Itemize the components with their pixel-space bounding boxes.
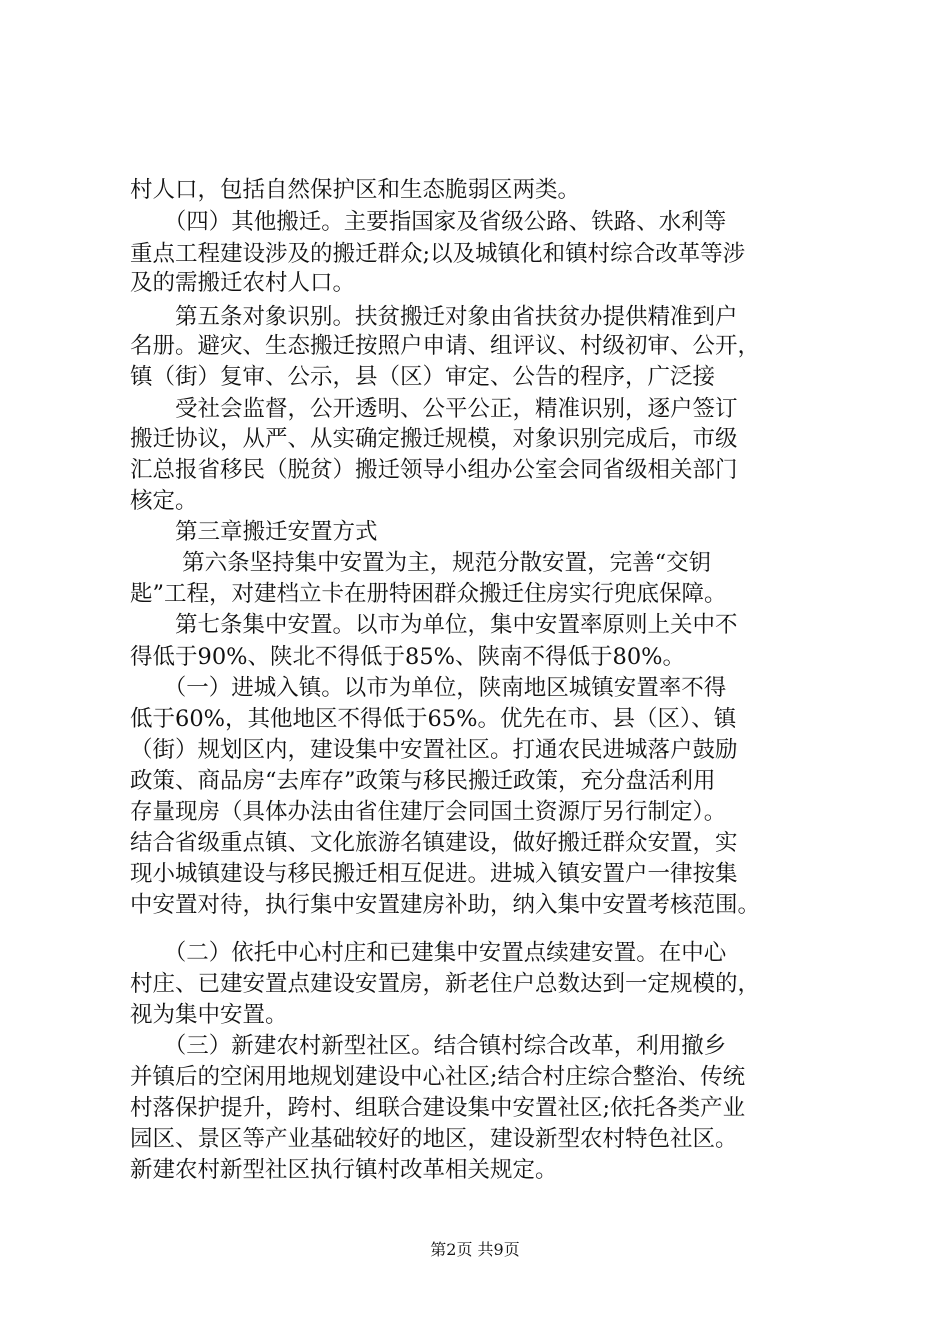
text-line: 园区、景区等产业基础较好的地区，建设新型农村特色社区。 xyxy=(130,1126,738,1152)
text-line: （三）新建农村新型社区。结合镇村综合改革，利用撤乡 xyxy=(130,1033,727,1059)
text-line: 第七条集中安置。以市为单位，集中安置率原则上关中不 xyxy=(130,612,738,638)
text-line: 新建农村新型社区执行镇村改革相关规定。 xyxy=(130,1157,558,1183)
text-line: 存量现房（具体办法由省住建厅会同国土资源厅另行制定）。 xyxy=(130,799,727,825)
text-line: 政策、商品房“去库存”政策与移民搬迁政策，充分盘活利用 xyxy=(130,768,716,794)
text-line: 名册。避灾、生态搬迁按照户申请、组评议、村级初审、公开， xyxy=(130,333,761,359)
text-line: （二）依托中心村庄和已建集中安置点续建安置。在中心 xyxy=(130,940,727,966)
text-line: 视为集中安置。 xyxy=(130,1002,288,1028)
page-number-footer: 第2页 共9页 xyxy=(430,1240,520,1259)
text-line: 汇总报省移民（脱贫）搬迁领导小组办公室会同省级相关部门 xyxy=(130,457,738,483)
text-line: （街）规划区内，建设集中安置社区。打通农民进城落户鼓励 xyxy=(130,737,738,763)
text-line: 第五条对象识别。扶贫搬迁对象由省扶贫办提供精准到户 xyxy=(130,304,738,330)
text-line: 得低于90%、陕北不得低于85%、陕南不得低于80%。 xyxy=(130,644,686,670)
text-line: 受社会监督，公开透明、公平公正，精准识别，逐户签订 xyxy=(130,396,738,422)
text-line: 搬迁协议，从严、从实确定搬迁规模，对象识别完成后，市级 xyxy=(130,426,738,452)
text-line: 村人口，包括自然保护区和生态脆弱区两类。 xyxy=(130,177,581,203)
chapter-heading: 第三章搬迁安置方式 xyxy=(130,519,378,545)
text-line: （一）进城入镇。以市为单位，陕南地区城镇安置率不得 xyxy=(130,675,727,701)
text-line: 村落保护提升，跨村、组联合建设集中安置社区;依托各类产业 xyxy=(130,1095,746,1121)
text-line: 重点工程建设涉及的搬迁群众;以及城镇化和镇村综合改革等涉 xyxy=(130,241,746,267)
text-line: （四）其他搬迁。主要指国家及省级公路、铁路、水利等 xyxy=(130,209,727,235)
text-line: 低于60%，其他地区不得低于65%。优先在市、县（区）、镇 xyxy=(130,706,737,732)
text-line: 镇（街）复审、公示，县（区）审定、公告的程序，广泛接 xyxy=(130,364,716,390)
text-line: 现小城镇建设与移民搬迁相互促进。进城入镇安置户一律按集 xyxy=(130,861,738,887)
text-line: 中安置对待，执行集中安置建房补助，纳入集中安置考核范围。 xyxy=(130,892,761,918)
text-line: 村庄、已建安置点建设安置房，新老住户总数达到一定规模的， xyxy=(130,971,761,997)
text-line: 核定。 xyxy=(130,488,198,514)
text-line: 匙”工程，对建档立卡在册特困群众搬迁住房实行兜底保障。 xyxy=(130,581,727,607)
text-line: 并镇后的空闲用地规划建设中心社区;结合村庄综合整治、传统 xyxy=(130,1064,746,1090)
text-line: 第六条坚持集中安置为主，规范分散安置，完善“交钥 xyxy=(130,550,712,576)
text-line: 结合省级重点镇、文化旅游名镇建设，做好搬迁群众安置，实 xyxy=(130,830,738,856)
text-line: 及的需搬迁农村人口。 xyxy=(130,270,356,296)
